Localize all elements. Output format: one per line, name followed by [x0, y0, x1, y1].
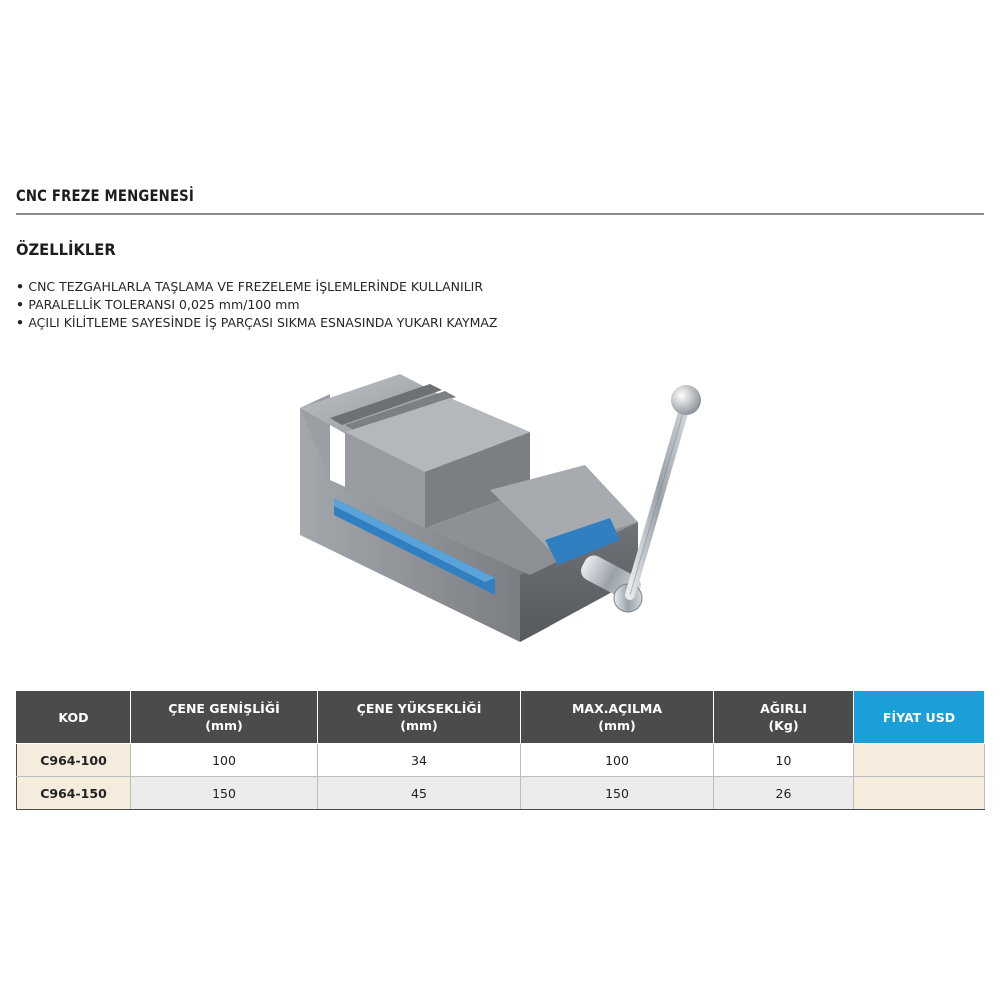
table-row	[17, 777, 985, 810]
column-header-code: KOD	[17, 691, 131, 744]
feature-item: • AÇILI KİLİTLEME SAYESİNDE İŞ PARÇASI SIKMA ESNASINDA YUKARI KAYMAZ	[16, 314, 497, 332]
cell-weight: 10	[714, 744, 854, 777]
column-header-jaw-height: ÇENE YÜKSEKLİĞİ (mm)	[318, 691, 521, 744]
cell-max-opening: 150	[521, 777, 714, 810]
features-heading: ÖZELLİKLER	[16, 240, 116, 259]
column-header-max-opening: MAX.AÇILMA (mm)	[521, 691, 714, 744]
feature-item: • PARALELLİK TOLERANSI 0,025 mm/100 mm	[16, 296, 497, 314]
cell-weight: 26	[714, 777, 854, 810]
title-divider	[16, 213, 984, 215]
cell-code: C964-150	[17, 777, 131, 810]
table-header-row	[17, 691, 985, 744]
cnc-vise-image	[290, 370, 710, 655]
cell-jaw-width: 150	[131, 777, 318, 810]
column-header-price: FİYAT USD	[854, 691, 985, 744]
cell-price	[854, 744, 985, 777]
column-header-jaw-width: ÇENE GENİŞLİĞİ (mm)	[131, 691, 318, 744]
feature-item: • CNC TEZGAHLARLA TAŞLAMA VE FREZELEME İŞLEMLERİNDE KULLANILIR	[16, 278, 497, 296]
cell-price	[854, 777, 985, 810]
cell-jaw-height: 34	[318, 744, 521, 777]
table-row	[17, 744, 985, 777]
spec-table	[16, 690, 985, 810]
page-title: CNC FREZE MENGENESİ	[16, 186, 195, 205]
features-list	[16, 278, 497, 332]
cell-jaw-width: 100	[131, 744, 318, 777]
column-header-weight: AĞIRLI (Kg)	[714, 691, 854, 744]
cell-code: C964-100	[17, 744, 131, 777]
cell-max-opening: 100	[521, 744, 714, 777]
cell-jaw-height: 45	[318, 777, 521, 810]
